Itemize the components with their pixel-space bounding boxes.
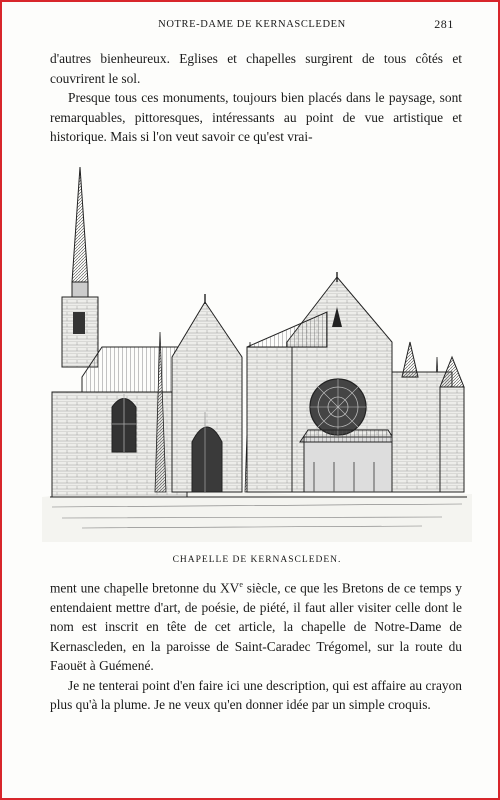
superscript: e: [239, 580, 243, 589]
paragraph: [50, 575, 462, 676]
paragraph: Je ne tenterai point d'en faire ici une description, qui est affaire au crayon plus qu'à la plume. Je ne veux qu'en donner idée par un simple croquis.: [50, 677, 462, 713]
chapel-illustration: [42, 162, 472, 542]
paragraph: d'autres bienheureux. Eglises et chapelles surgirent de tous côtés et couvrirent le sol.: [50, 51, 462, 86]
text-block-bottom: [50, 575, 462, 715]
text-block-top: [50, 49, 462, 147]
page-number: 281: [434, 17, 454, 31]
paragraph: Presque tous ces monuments, toujours bien placés dans le paysage, sont remarquables, pittoresques, intéressants au point de vue artistique et historique. Mais si l'on veut savoir ce qu'est vrai-: [50, 90, 462, 144]
running-title: NOTRE-DAME DE KERNASCLEDEN: [158, 19, 346, 30]
chapel-engraving: [42, 162, 472, 542]
paragraph-end: siècle, ce que les Bretons de ce temps y entendaient mettre d'art, de poésie, de piété, il faut aller visiter celle dont le nom est inscrit en tête de cet article, la chapelle de Notre-Dame de Kernascleden, en la paroisse de Saint-Caradec Trégomel, sur la route du Faouët à Guémené.: [50, 580, 463, 674]
running-head: [50, 19, 454, 33]
paragraph-start: ment une chapelle bretonne du XV: [50, 580, 240, 596]
figure-caption: CHAPELLE DE KERNASCLEDEN.: [172, 555, 342, 565]
